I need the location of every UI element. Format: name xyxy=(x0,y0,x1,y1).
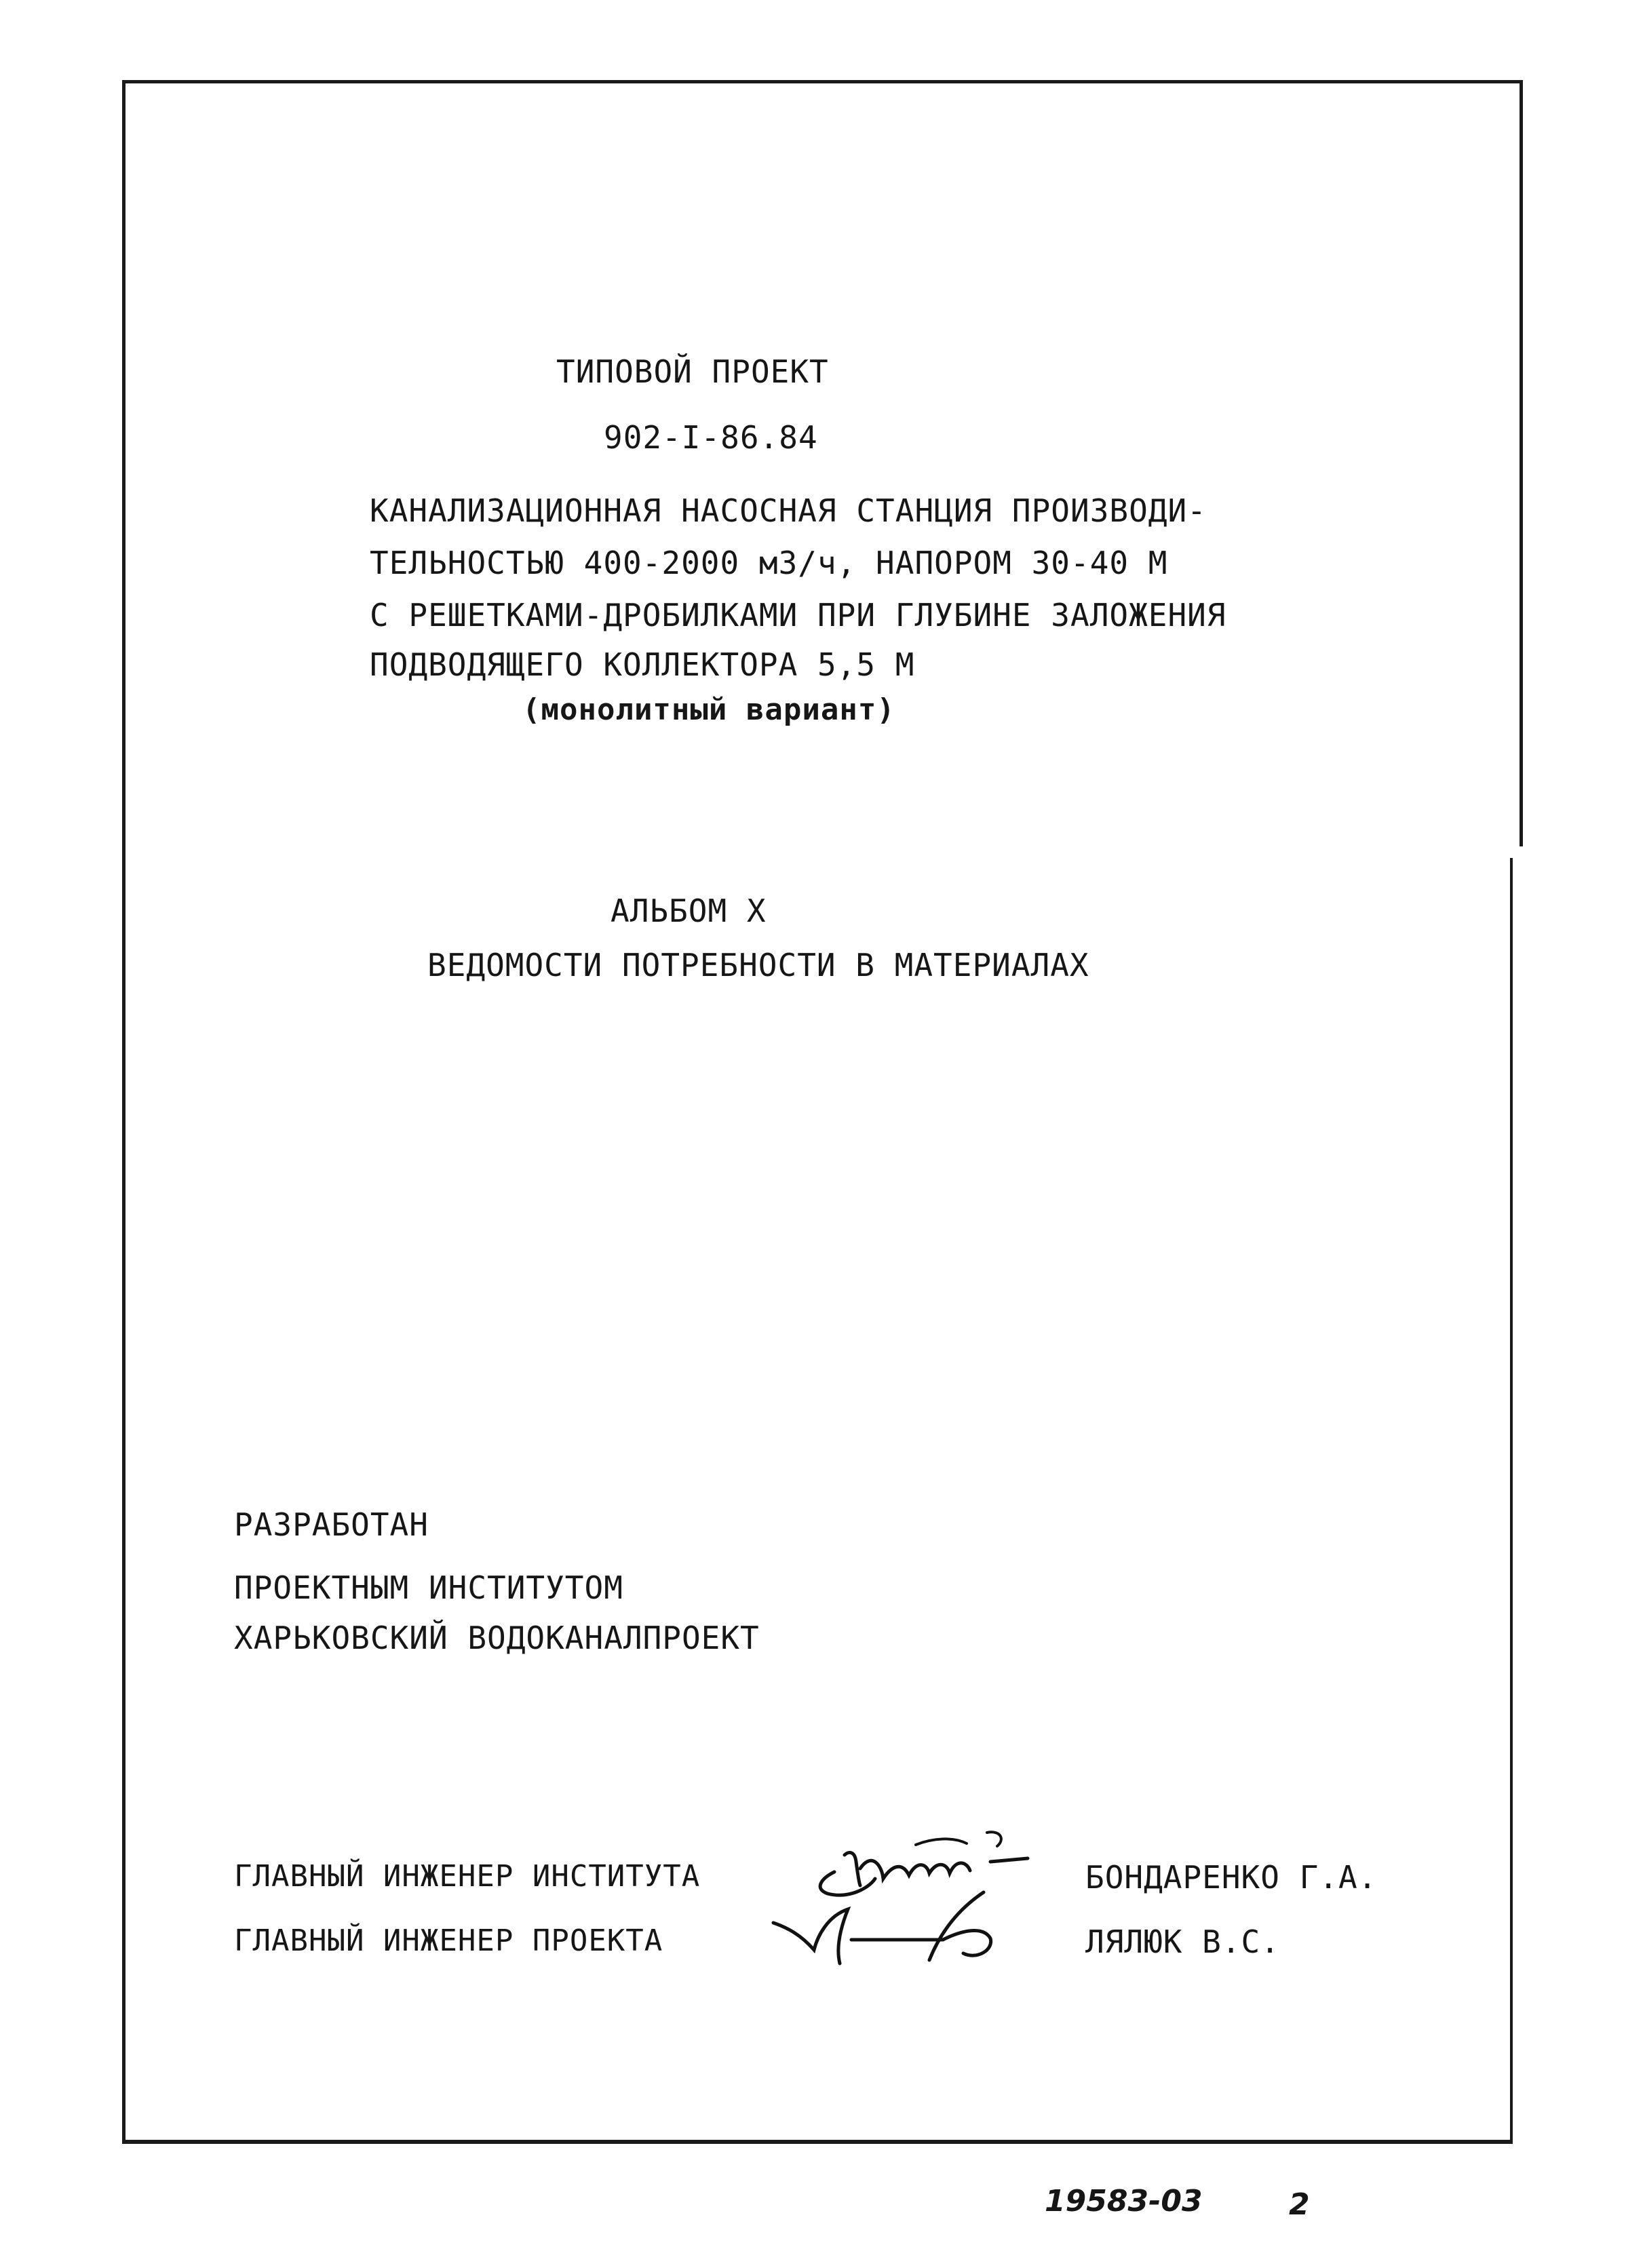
signature-role: ГЛАВНЫЙ ИНЖЕНЕР ИНСТИТУТА xyxy=(234,1859,701,1894)
developer-line: ХАРЬКОВСКИЙ ВОДОКАНАЛПРОЕКТ xyxy=(234,1620,760,1656)
frame-bottom-border xyxy=(122,2140,1513,2144)
document-number: 19583-03 xyxy=(1045,2184,1203,2218)
album-name: ВЕДОМОСТИ ПОТРЕБНОСТИ В МАТЕРИАЛАХ xyxy=(427,947,1089,983)
frame-left-border xyxy=(122,80,125,2142)
title-line: КАНАЛИЗАЦИОННАЯ НАСОСНАЯ СТАНЦИЯ ПРОИЗВОДИ- xyxy=(370,492,1207,529)
developer-label: РАЗРАБОТАН xyxy=(234,1506,429,1543)
title-line: С РЕШЕТКАМИ-ДРОБИЛКАМИ ПРИ ГЛУБИНЕ ЗАЛОЖЕНИЯ xyxy=(370,597,1226,633)
handwritten-signature-chief-engineer-project xyxy=(760,1885,1045,1974)
album-number: АЛЬБОМ X xyxy=(611,893,767,929)
project-code: 902-I-86.84 xyxy=(604,419,818,456)
title-line: ПОДВОДЯЩЕГО КОЛЛЕКТОРА 5,5 М xyxy=(370,646,915,683)
frame-right-border-upper xyxy=(1519,80,1523,846)
title-line: ТЕЛЬНОСТЬЮ 400-2000 м3/ч, НАПОРОМ 30-40 М xyxy=(370,545,1168,581)
title-variant: (монолитный вариант) xyxy=(522,692,895,727)
signature-name: ЛЯЛЮК В.С. xyxy=(1085,1923,1280,1960)
project-type-heading: ТИПОВОЙ ПРОЕКТ xyxy=(556,353,829,390)
frame-top-border xyxy=(122,80,1523,83)
signature-name: БОНДАРЕНКО Г.А. xyxy=(1085,1859,1378,1896)
page-number: 2 xyxy=(1289,2187,1310,2222)
signature-role: ГЛАВНЫЙ ИНЖЕНЕР ПРОЕКТА xyxy=(234,1923,663,1958)
developer-line: ПРОЕКТНЫМ ИНСТИТУТОМ xyxy=(234,1569,623,1606)
frame-right-border-lower xyxy=(1510,858,1513,2143)
